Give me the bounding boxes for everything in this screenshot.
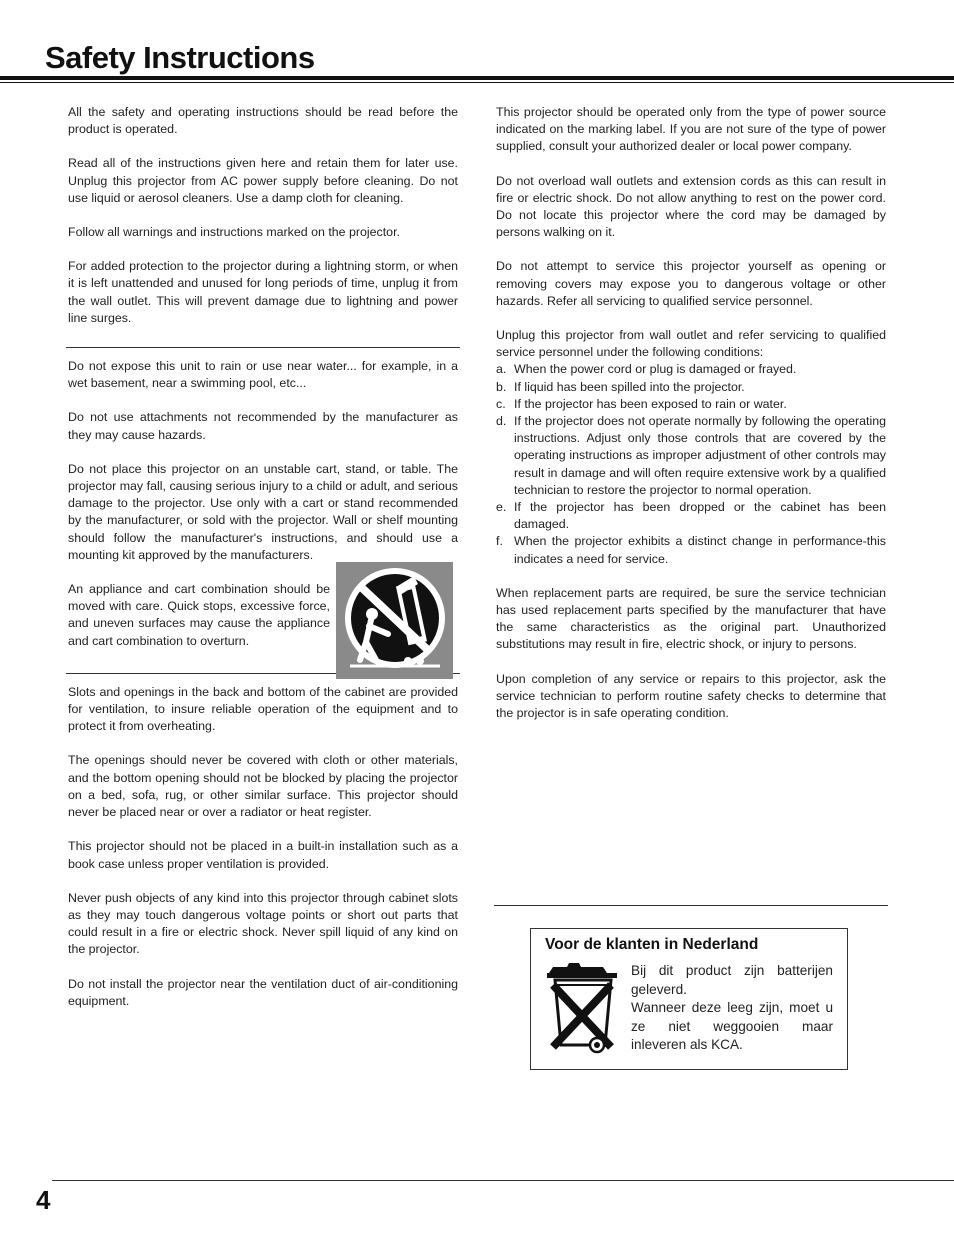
cart-warning-text: An appliance and cart combination should be moved with care. Quick stops, excessive force, and uneven surfaces may cause the appliance and cart combination to overturn. [68,582,330,648]
power-paragraph: Do not overload wall outlets and extension cords as this can result in fire or electric shock. Do not allow anything to rest on the power cord. Do not locate this projector where the cord may be damaged by persons walking on it. [496,173,886,240]
service-paragraph: Do not attempt to service this projector yourself as opening or removing covers may expose you to dangerous voltage or other hazards. Refer all servicing to qualified service personnel. [496,259,886,308]
page-title: Safety Instructions [45,40,315,75]
ventilation-paragraph: Slots and openings in the back and bottom of the cabinet are provided for ventilation, to insure reliable operation of the equipment and to protect it from overheating. [68,684,458,734]
intro-paragraph: All the safety and operating instructions should be read before the product is operated. [68,105,458,137]
hazard-paragraph: Do not place this projector on an unstable cart, stand, or table. The projector may fall, causing serious injury to a child or adult, and serious damage to the projector. Use only with a cart or stand recommended by the manufacturer, or sold with the projector. Wall or shelf mounting should follow the manufacturer's instructions, and should use a mounting kit approved by the manufacturers. [68,461,458,562]
hazard-paragraph: Do not use attachments not recommended by the manufacturer as they may cause hazards. [68,410,458,442]
netherlands-notice-box [530,928,848,1070]
intro-paragraph: For added protection to the projector during a lightning storm, or when it is left unattended and unused for long periods of time, unplug it from the wall outlet. This will prevent damage due to lightning and power line surges. [68,259,458,325]
list-item: f. When the projector exhibits a distinct change in performance-this indicates a need for service. [496,534,886,566]
list-item: c. If the projector has been exposed to rain or water. [496,396,787,411]
notice-title: Voor de klanten in Nederland [545,936,759,953]
service-intro: Unplug this projector from wall outlet and refer servicing to qualified service personnel under the following conditions: [496,328,886,360]
list-item: a. When the power cord or plug is damaged or frayed. [496,362,797,377]
title-rule-thin [0,82,954,83]
notice-line: Bij dit product zijn batterijen geleverd. [631,963,833,997]
ventilation-paragraph: This projector should not be placed in a built-in installation such as a book case unless proper ventilation is provided. [68,839,458,871]
replacement-parts-paragraph: When replacement parts are required, be sure the service technician has used replacement parts specified by the manufacturer that have the same characteristics as the original part. Unauthorized substitutions may result in fire, electric shock, or injury to persons. [496,585,886,652]
ventilation-paragraph: Never push objects of any kind into this projector through cabinet slots as they may touch dangerous voltage points or short out parts that could result in a fire or electric shock. Never spill liquid of any kind on the projector. [68,890,458,957]
crossed-out-wheelie-bin-icon [545,963,623,1064]
right-column [496,104,886,739]
title-rule [0,76,954,80]
safety-check-paragraph: Upon completion of any service or repairs to this projector, ask the service technician to perform routine safety checks to determine that the projector is in safe operating condition. [496,671,886,721]
list-item: d. If the projector does not operate normally by following the operating instructions. Adjust only those controls that are covered by the operating instructions as improper adjustment of other controls may result in damage and will often require extensive work by a qualified technician to restore the projector to normal operation. [496,414,886,497]
footer-rule [52,1180,954,1181]
list-item: e. If the projector has been dropped or the cabinet has been damaged. [496,500,886,532]
left-column [68,104,458,1027]
hazard-paragraph: Do not expose this unit to rain or use near water... for example, in a wet basement, near a swimming pool, etc... [68,359,458,391]
notice-text [631,962,833,1055]
section-divider [66,347,460,348]
cart-tip-over-warning-icon [336,562,453,679]
page-number: 4 [36,1185,51,1215]
notice-line: Wanneer deze leeg zijn, moet u ze niet weggooien maar inleveren als KCA. [631,1000,833,1052]
ventilation-paragraph: Do not install the projector near the ventilation duct of air-conditioning equipment. [68,976,458,1008]
intro-paragraph: Read all of the instructions given here and retain them for later use. Unplug this projector from AC power supply before cleaning. Do not use liquid or aerosol cleaners. Use a damp cloth for cleaning. [68,156,458,205]
service-conditions-list [496,361,886,567]
ventilation-paragraph: The openings should never be covered with cloth or other materials, and the bottom opening should not be blocked by placing the projector on a bed, sofa, rug, or other similar surface. This projector should never be placed near or over a radiator or heat register. [68,753,458,820]
power-paragraph: This projector should be operated only from the type of power source indicated on the marking label. If you are not sure of the type of power supplied, consult your authorized dealer or local power company. [496,105,886,154]
list-item: b. If liquid has been spilled into the projector. [496,379,745,394]
intro-paragraph: Follow all warnings and instructions marked on the projector. [68,225,400,240]
section-divider [494,905,888,906]
cart-warning-block [68,581,458,650]
